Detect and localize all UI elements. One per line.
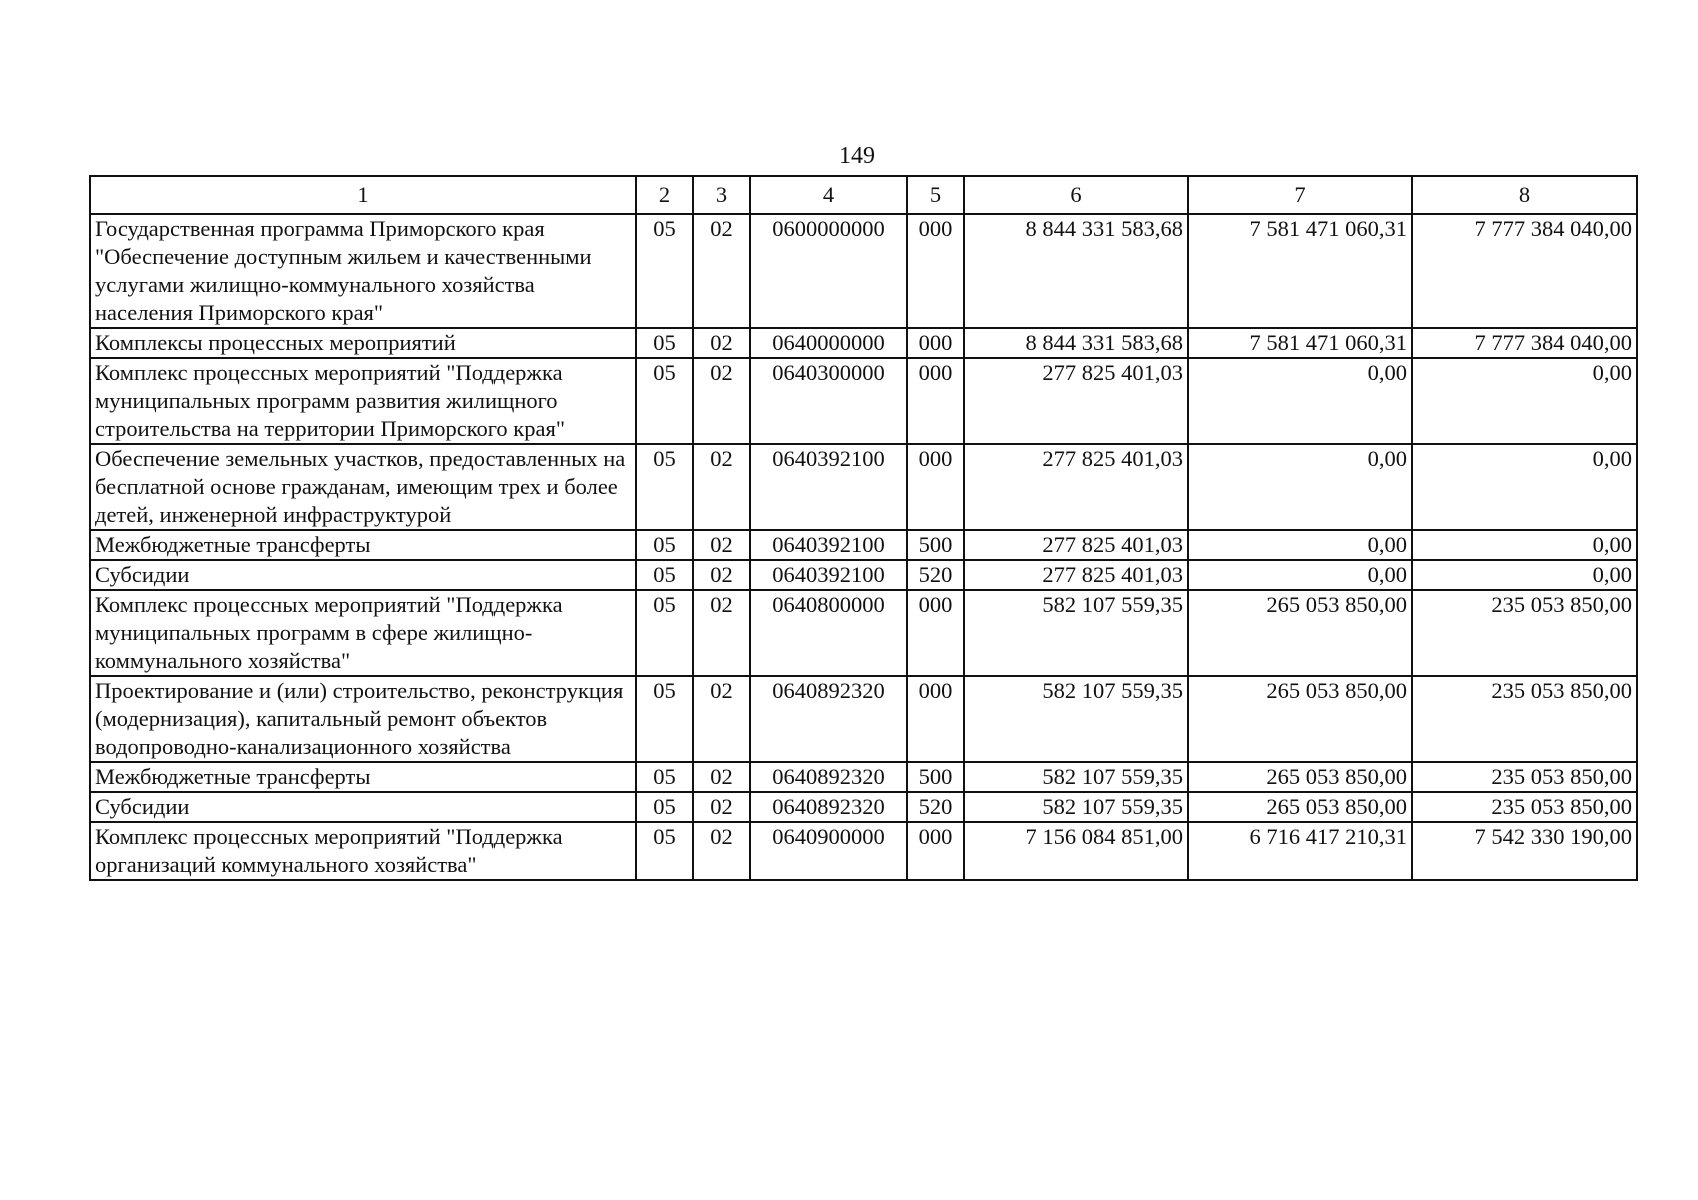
row-name: Межбюджетные трансферты bbox=[90, 762, 636, 792]
amount-col8: 7 542 330 190,00 bbox=[1412, 822, 1637, 880]
target-article-code: 0640892320 bbox=[750, 676, 907, 762]
amount-col6: 277 825 401,03 bbox=[964, 530, 1188, 560]
budget-table bbox=[89, 175, 1638, 881]
header-cell: 1 bbox=[90, 176, 636, 214]
header-cell: 6 bbox=[964, 176, 1188, 214]
section-code: 05 bbox=[636, 214, 693, 328]
row-name: Обеспечение земельных участков, предоставленных на бесплатной основе гражданам, имеющим трех и более детей, инженерной инфраструктурой bbox=[90, 444, 636, 530]
amount-col6: 582 107 559,35 bbox=[964, 792, 1188, 822]
amount-col8: 7 777 384 040,00 bbox=[1412, 214, 1637, 328]
header-cell: 5 bbox=[907, 176, 964, 214]
target-article-code: 0600000000 bbox=[750, 214, 907, 328]
subsection-code: 02 bbox=[693, 560, 750, 590]
table-row bbox=[90, 358, 1637, 444]
subsection-code: 02 bbox=[693, 214, 750, 328]
subsection-code: 02 bbox=[693, 676, 750, 762]
amount-col7: 265 053 850,00 bbox=[1188, 792, 1412, 822]
amount-col8: 235 053 850,00 bbox=[1412, 676, 1637, 762]
amount-col7: 265 053 850,00 bbox=[1188, 590, 1412, 676]
section-code: 05 bbox=[636, 822, 693, 880]
row-name: Субсидии bbox=[90, 560, 636, 590]
target-article-code: 0640392100 bbox=[750, 530, 907, 560]
amount-col6: 277 825 401,03 bbox=[964, 444, 1188, 530]
target-article-code: 0640300000 bbox=[750, 358, 907, 444]
amount-col8: 0,00 bbox=[1412, 358, 1637, 444]
expense-type-code: 000 bbox=[907, 822, 964, 880]
amount-col6: 8 844 331 583,68 bbox=[964, 328, 1188, 358]
amount-col8: 0,00 bbox=[1412, 444, 1637, 530]
subsection-code: 02 bbox=[693, 590, 750, 676]
expense-type-code: 520 bbox=[907, 560, 964, 590]
expense-type-code: 000 bbox=[907, 676, 964, 762]
row-name: Комплексы процессных мероприятий bbox=[90, 328, 636, 358]
target-article-code: 0640392100 bbox=[750, 444, 907, 530]
expense-type-code: 000 bbox=[907, 328, 964, 358]
amount-col8: 235 053 850,00 bbox=[1412, 792, 1637, 822]
subsection-code: 02 bbox=[693, 762, 750, 792]
target-article-code: 0640392100 bbox=[750, 560, 907, 590]
amount-col7: 265 053 850,00 bbox=[1188, 676, 1412, 762]
section-code: 05 bbox=[636, 560, 693, 590]
amount-col6: 277 825 401,03 bbox=[964, 358, 1188, 444]
expense-type-code: 500 bbox=[907, 762, 964, 792]
amount-col8: 0,00 bbox=[1412, 560, 1637, 590]
section-code: 05 bbox=[636, 762, 693, 792]
header-row bbox=[90, 176, 1637, 214]
header-cell: 7 bbox=[1188, 176, 1412, 214]
amount-col6: 277 825 401,03 bbox=[964, 560, 1188, 590]
target-article-code: 0640800000 bbox=[750, 590, 907, 676]
amount-col7: 0,00 bbox=[1188, 444, 1412, 530]
subsection-code: 02 bbox=[693, 530, 750, 560]
amount-col7: 0,00 bbox=[1188, 358, 1412, 444]
section-code: 05 bbox=[636, 328, 693, 358]
expense-type-code: 500 bbox=[907, 530, 964, 560]
section-code: 05 bbox=[636, 792, 693, 822]
header-cell: 3 bbox=[693, 176, 750, 214]
amount-col6: 582 107 559,35 bbox=[964, 762, 1188, 792]
page-number: 149 bbox=[839, 143, 875, 169]
amount-col8: 0,00 bbox=[1412, 530, 1637, 560]
table-row bbox=[90, 444, 1637, 530]
row-name: Государственная программа Приморского края "Обеспечение доступным жильем и качественными услугами жилищно-коммунального хозяйства населения Приморского края" bbox=[90, 214, 636, 328]
table-row bbox=[90, 560, 1637, 590]
amount-col7: 0,00 bbox=[1188, 530, 1412, 560]
subsection-code: 02 bbox=[693, 328, 750, 358]
expense-type-code: 000 bbox=[907, 214, 964, 328]
section-code: 05 bbox=[636, 444, 693, 530]
table-row bbox=[90, 822, 1637, 880]
amount-col8: 235 053 850,00 bbox=[1412, 590, 1637, 676]
expense-type-code: 000 bbox=[907, 590, 964, 676]
header-cell: 8 bbox=[1412, 176, 1637, 214]
expense-type-code: 520 bbox=[907, 792, 964, 822]
table-row bbox=[90, 590, 1637, 676]
section-code: 05 bbox=[636, 676, 693, 762]
target-article-code: 0640892320 bbox=[750, 792, 907, 822]
amount-col8: 235 053 850,00 bbox=[1412, 762, 1637, 792]
amount-col7: 0,00 bbox=[1188, 560, 1412, 590]
amount-col6: 7 156 084 851,00 bbox=[964, 822, 1188, 880]
amount-col6: 582 107 559,35 bbox=[964, 676, 1188, 762]
target-article-code: 0640000000 bbox=[750, 328, 907, 358]
expense-type-code: 000 bbox=[907, 358, 964, 444]
table-row bbox=[90, 676, 1637, 762]
table-row bbox=[90, 214, 1637, 328]
subsection-code: 02 bbox=[693, 444, 750, 530]
row-name: Комплекс процессных мероприятий "Поддержка организаций коммунального хозяйства" bbox=[90, 822, 636, 880]
row-name: Комплекс процессных мероприятий "Поддержка муниципальных программ развития жилищного строительства на территории Приморского края" bbox=[90, 358, 636, 444]
subsection-code: 02 bbox=[693, 822, 750, 880]
row-name: Комплекс процессных мероприятий "Поддержка муниципальных программ в сфере жилищно-коммунального хозяйства" bbox=[90, 590, 636, 676]
amount-col7: 6 716 417 210,31 bbox=[1188, 822, 1412, 880]
section-code: 05 bbox=[636, 358, 693, 444]
amount-col7: 7 581 471 060,31 bbox=[1188, 328, 1412, 358]
section-code: 05 bbox=[636, 530, 693, 560]
row-name: Межбюджетные трансферты bbox=[90, 530, 636, 560]
amount-col7: 7 581 471 060,31 bbox=[1188, 214, 1412, 328]
amount-col6: 8 844 331 583,68 bbox=[964, 214, 1188, 328]
header-cell: 4 bbox=[750, 176, 907, 214]
row-name: Субсидии bbox=[90, 792, 636, 822]
subsection-code: 02 bbox=[693, 792, 750, 822]
subsection-code: 02 bbox=[693, 358, 750, 444]
table-row bbox=[90, 792, 1637, 822]
row-name: Проектирование и (или) строительство, реконструкция (модернизация), капитальный ремонт объектов водопроводно-канализационного хозяйства bbox=[90, 676, 636, 762]
table-row bbox=[90, 762, 1637, 792]
target-article-code: 0640900000 bbox=[750, 822, 907, 880]
section-code: 05 bbox=[636, 590, 693, 676]
amount-col7: 265 053 850,00 bbox=[1188, 762, 1412, 792]
table-row bbox=[90, 530, 1637, 560]
amount-col8: 7 777 384 040,00 bbox=[1412, 328, 1637, 358]
table-row bbox=[90, 328, 1637, 358]
target-article-code: 0640892320 bbox=[750, 762, 907, 792]
amount-col6: 582 107 559,35 bbox=[964, 590, 1188, 676]
header-cell: 2 bbox=[636, 176, 693, 214]
expense-type-code: 000 bbox=[907, 444, 964, 530]
